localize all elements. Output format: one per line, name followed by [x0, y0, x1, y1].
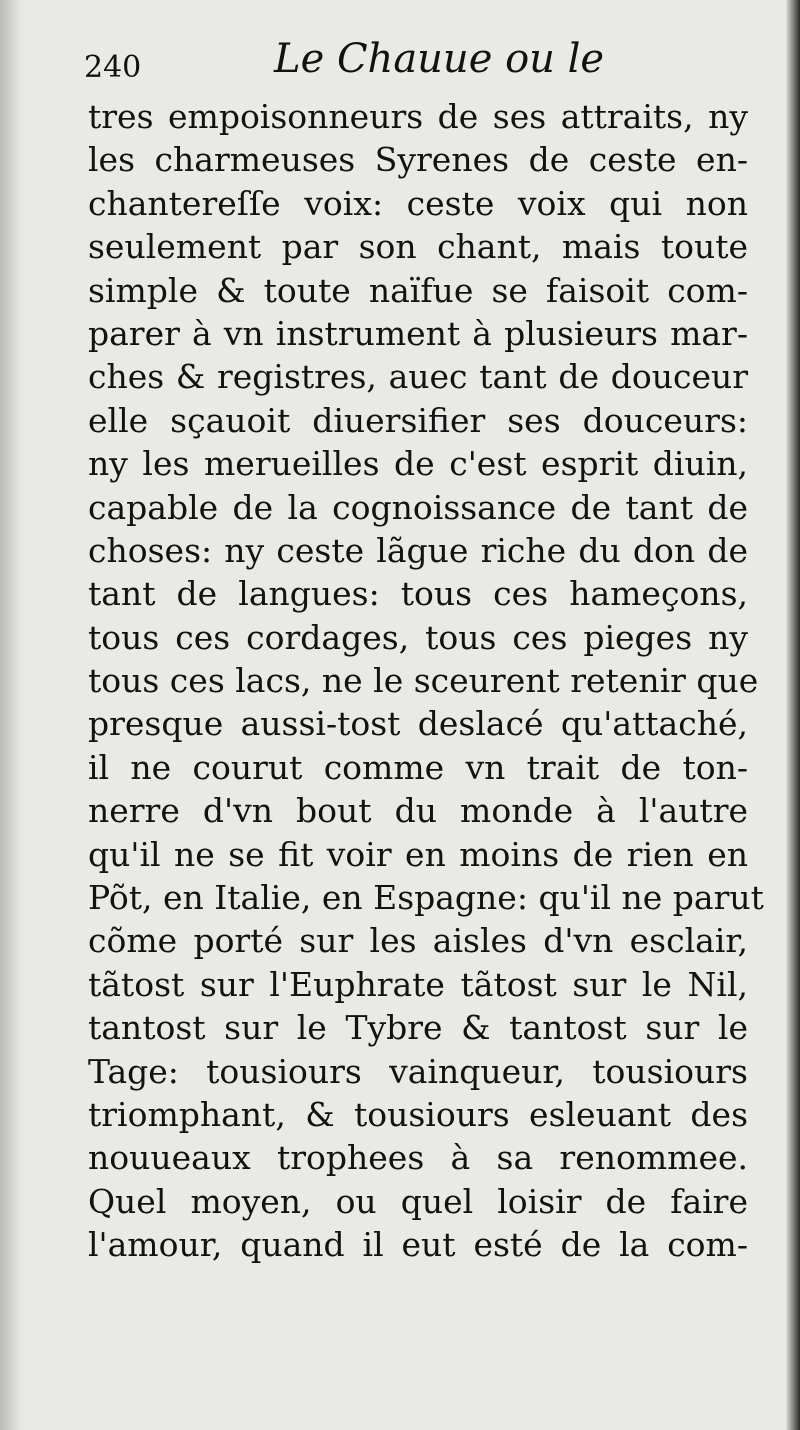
text-line: ny les merueilles de c'est esprit diuin, [88, 444, 748, 484]
text-line: tous ces lacs, ne le sceurent retenir que [88, 661, 759, 701]
text-line: tous ces cordages, tous ces pieges ny [88, 617, 748, 657]
text-line: les charmeuses Syrenes de ceste en- [88, 140, 748, 180]
text-line: ches & registres, auec tant de douceur [88, 357, 748, 397]
text-line: triomphant, & tousiours esleuant des [88, 1094, 748, 1134]
page-edge [786, 0, 800, 1430]
text-line: l'amour, quand il eut esté de la com- [88, 1225, 748, 1265]
text-line: Tage: tousiours vainqueur, tousiours [88, 1051, 748, 1091]
text-line: Põt, en Italie, en Espagne: qu'il ne parut [88, 878, 764, 918]
text-line: Quel moyen, ou quel loisir de faire [88, 1181, 748, 1221]
text-line: il ne courut comme vn trait de ton- [88, 747, 748, 787]
running-head [84, 36, 744, 96]
text-line: tres empoisonneurs de ses attraits, ny [88, 97, 748, 136]
text-line: choses: ny ceste lãgue riche du don de [88, 530, 748, 570]
page-number: 240 [84, 50, 142, 85]
running-title: Le Chauue ou le [274, 36, 605, 82]
text-line: chantereſſe voix: ceste voix qui non [88, 183, 748, 223]
text-line: capable de la cognoissance de tant de [88, 487, 748, 527]
text-line: elle sçauoit diuersifier ses douceurs: [88, 400, 748, 440]
text-line: cõme porté sur les aisles d'vn esclair, [88, 921, 748, 961]
text-line: simple & toute naïfue se faisoit com- [88, 270, 748, 310]
text-line: nouueaux trophees à sa renommee. [88, 1138, 748, 1178]
text-line: qu'il ne se fit voir en moins de rien en [88, 834, 748, 874]
text-line: parer à vn instrument à plusieurs mar- [88, 313, 748, 353]
text-line: nerre d'vn bout du monde à l'autre [88, 791, 748, 831]
text-line: tãtost sur l'Euphrate tãtost sur le Nil, [88, 964, 748, 1004]
text-line: tantost sur le Tybre & tantost sur le [88, 1008, 748, 1048]
text-line: tant de langues: tous ces hameçons, [88, 574, 748, 614]
body-text [88, 95, 764, 1267]
text-line: seulement par son chant, mais toute [88, 227, 748, 267]
gutter-shadow [0, 0, 22, 1430]
text-line: presque aussi-tost deslacé qu'attaché, [88, 704, 748, 744]
